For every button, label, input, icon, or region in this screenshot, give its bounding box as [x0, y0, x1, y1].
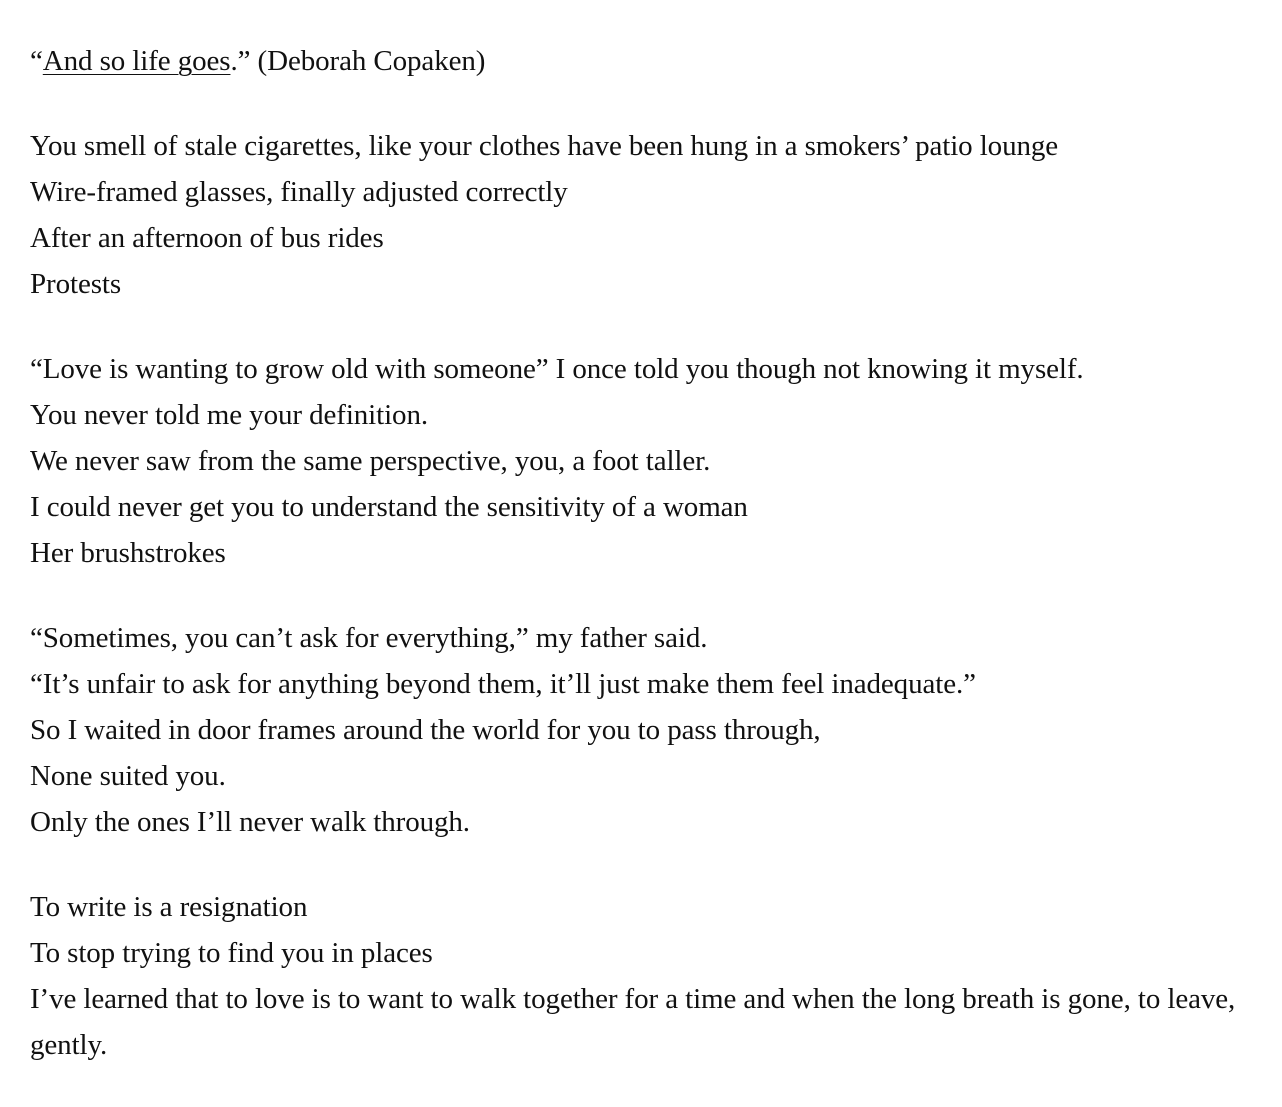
poem-line: You smell of stale cigarettes, like your clothes have been hung in a smokers’ patio lounge — [30, 130, 1059, 162]
poem-line: I could never get you to understand the sensitivity of a woman — [30, 491, 748, 523]
poem-line: So I waited in door frames around the world for you to pass through, — [30, 714, 821, 746]
poem-line: “Sometimes, you can’t ask for everything,” my father said. — [30, 622, 708, 654]
stanza-4 — [30, 884, 1270, 1068]
poem-line: Her brushstrokes — [30, 537, 226, 569]
epigraph-attribution: .” (Deborah Copaken) — [230, 45, 486, 77]
epigraph — [30, 38, 1270, 84]
epigraph-line — [30, 38, 1270, 84]
epigraph-open-quote: “ — [30, 45, 43, 77]
stanza-1 — [30, 123, 1270, 307]
poem-line: To write is a resignation — [30, 891, 308, 923]
poem-line: We never saw from the same perspective, you, a foot taller. — [30, 445, 711, 477]
poem-line: Protests — [30, 268, 122, 300]
poem-line: After an afternoon of bus rides — [30, 222, 384, 254]
poem-line: Wire-framed glasses, finally adjusted correctly — [30, 176, 568, 208]
poem-line: “It’s unfair to ask for anything beyond them, it’ll just make them feel inadequate.” — [30, 668, 976, 700]
stanza-2 — [30, 346, 1270, 576]
poem-line: None suited you. — [30, 760, 226, 792]
poem-line: “Love is wanting to grow old with someone” I once told you though not knowing it myself. — [30, 353, 1084, 385]
poem-line: You never told me your definition. — [30, 399, 428, 431]
poem-line: Only the ones I’ll never walk through. — [30, 806, 470, 838]
poem-line: I’ve learned that to love is to want to walk together for a time and when the long breath is gone, to leave, gently. — [30, 983, 1236, 1061]
poem — [30, 38, 1270, 1107]
poem-line: To stop trying to find you in places — [30, 937, 433, 969]
epigraph-link[interactable]: And so life goes — [42, 45, 231, 77]
stanza-3 — [30, 615, 1270, 845]
